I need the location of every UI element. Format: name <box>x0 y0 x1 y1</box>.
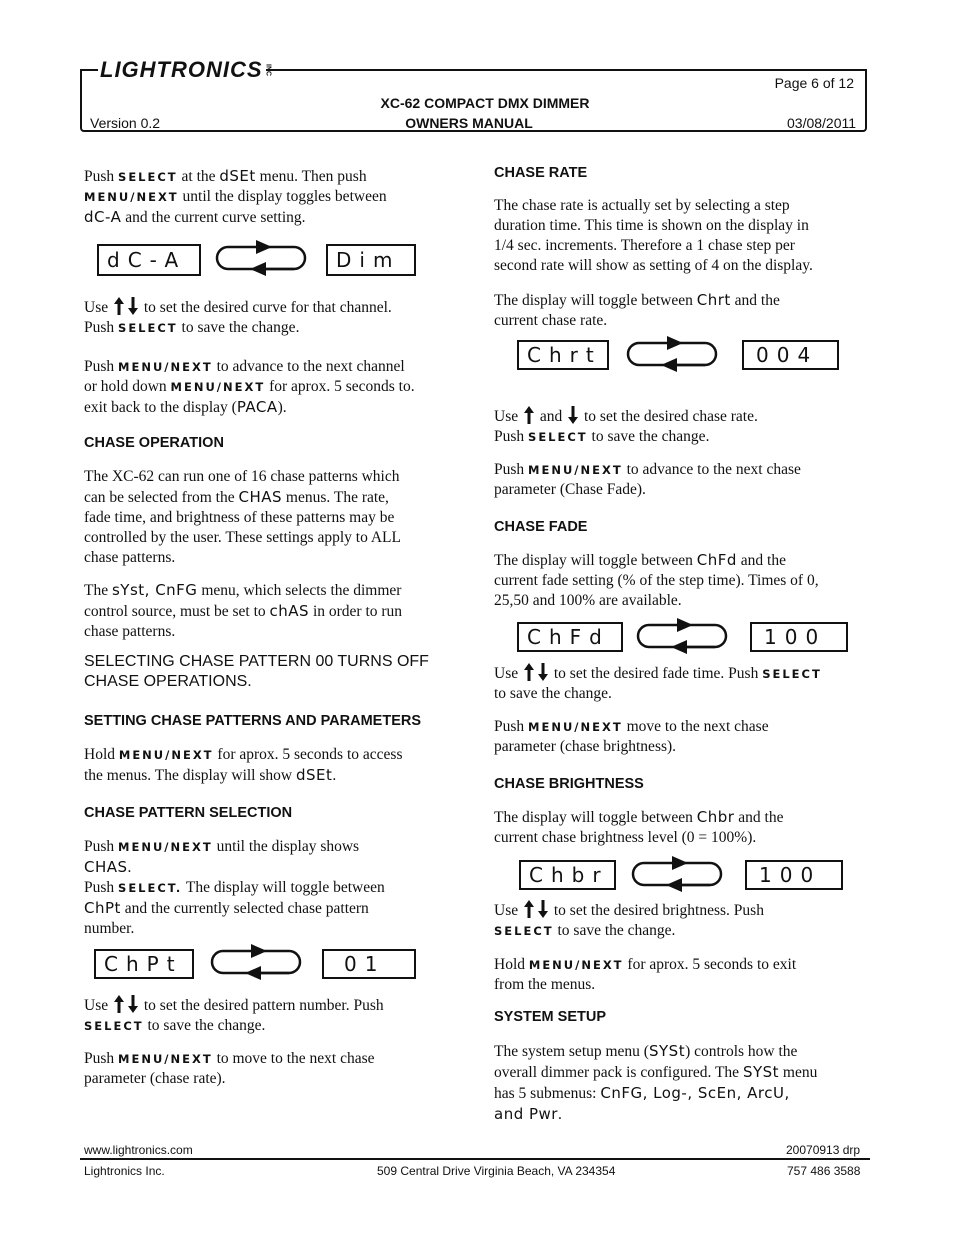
lcd-code: PACA <box>236 398 278 416</box>
paragraph: Push MENU/NEXT to advance to the next chase parameter (Chase Fade). <box>494 461 801 498</box>
paragraph: Push MENU/NEXT move to the next chase parameter (chase brightness). <box>494 718 769 755</box>
menu-next-key-label: MENU/NEXT <box>84 190 179 204</box>
section-heading: CHASE RATE <box>494 165 588 181</box>
paragraph: The display will toggle between ChFd and the current fade setting (% of the step time). Times of 0, 25,50 and 100% are available. <box>494 551 819 609</box>
paragraph: Push MENU/NEXT to advance to the next channel or hold down MENU/NEXT for aprox. 5 seconds to. exit back to the display (PACA). <box>84 358 415 416</box>
paragraph: The system setup menu (SYSt) controls how the overall dimmer pack is configured. The SYSt menu has 5 submenus: CnFG, Log-, ScEn, ArcU, and Pwr. <box>494 1042 818 1123</box>
select-key-label: SELECT. <box>118 881 183 895</box>
company-name: Lightronics Inc. <box>84 1164 165 1178</box>
menu-next-key-label: MENU/NEXT <box>118 840 213 854</box>
section-heading: CHASE BRIGHTNESS <box>494 776 644 792</box>
select-key-label: SELECT <box>118 170 178 184</box>
menu-next-key-label: MENU/NEXT <box>528 463 623 477</box>
select-key-label: SELECT <box>528 430 588 444</box>
lcd-display-left: ChPt <box>94 949 194 979</box>
paragraph: Use to set the desired curve for that channel. Push SELECT to save the change. <box>84 299 392 336</box>
menu-next-key-label: MENU/NEXT <box>118 360 213 374</box>
lcd-display-right: 100 <box>750 622 848 652</box>
select-key-label: SELECT <box>494 924 554 938</box>
paragraph: Use to set the desired pattern number. Push SELECT to save the change. <box>84 997 384 1034</box>
lcd-code: sYst, CnFG <box>111 581 198 599</box>
paragraph: Use and to set the desired chase rate. Push SELECT to save the change. <box>494 408 758 445</box>
up-down-arrows-icon <box>112 995 140 1013</box>
lcd-display-right: 004 <box>742 340 839 370</box>
lcd-code: ChPt <box>84 899 121 917</box>
section-heading: CHASE PATTERN SELECTION <box>84 805 293 821</box>
lcd-code: dSEt <box>295 766 333 784</box>
menu-next-key-label: MENU/NEXT <box>170 380 266 394</box>
section-heading: SYSTEM SETUP <box>494 1009 606 1025</box>
up-down-arrows-icon <box>522 900 550 918</box>
website-link[interactable]: www.lightronics.com <box>84 1143 193 1157</box>
lcd-code: CHAS <box>238 488 283 506</box>
menu-next-key-label: MENU/NEXT <box>118 1052 213 1066</box>
toggle-arrows-icon <box>625 335 721 375</box>
toggle-arrows-icon <box>214 239 310 279</box>
paragraph: The display will toggle between Chbr and the current chase brightness level (0 = 100%). <box>494 808 784 846</box>
select-key-label: SELECT <box>118 321 178 335</box>
paragraph: Push SELECT at the dSEt menu. Then push MENU/NEXT until the display toggles between dC-A and the current curve setting. <box>84 167 387 226</box>
select-key-label: SELECT <box>84 1019 144 1033</box>
lcd-code: and Pwr <box>494 1105 558 1123</box>
paragraph: Push MENU/NEXT until the display shows CHAS. Push SELECT. The display will toggle between ChPt and the currently selected chase pattern number. <box>84 838 385 937</box>
toggle-arrows-icon <box>630 855 726 895</box>
lcd-display-right: 01 <box>322 949 416 979</box>
lcd-code: CnFG, Log-, ScEn, ArcU, <box>600 1084 790 1102</box>
up-down-arrows-icon <box>522 663 550 681</box>
doc-title: XC-62 COMPACT DMX DIMMER <box>380 95 590 111</box>
up-arrow-icon <box>522 406 536 424</box>
menu-next-key-label: MENU/NEXT <box>118 748 214 762</box>
paragraph: Use to set the desired fade time. Push SELECT to save the change. <box>494 665 822 702</box>
lcd-code: dSEt <box>219 167 256 185</box>
section-heading: CHASE FADE <box>494 519 588 535</box>
section-heading: CHASE OPERATION <box>84 435 224 451</box>
lcd-display-right: Dim <box>326 244 416 276</box>
warning-notice: SELECTING CHASE PATTERN 00 TURNS OFF CHASE OPERATIONS. <box>84 653 429 690</box>
toggle-arrows-icon <box>635 617 731 657</box>
lcd-code: Chrt <box>696 291 731 309</box>
menu-next-key-label: MENU/NEXT <box>528 720 623 734</box>
doc-date: 03/08/2011 <box>787 115 857 131</box>
version-label: Version 0.2 <box>90 115 161 131</box>
lcd-code: SYSt <box>648 1042 686 1060</box>
down-arrow-icon <box>566 406 580 424</box>
lcd-code: chAS <box>269 602 310 620</box>
company-address: 509 Central Drive Virginia Beach, VA 234354 <box>377 1164 616 1178</box>
paragraph: The display will toggle between Chrt and the current chase rate. <box>494 291 780 329</box>
footer-divider <box>80 1158 870 1160</box>
lcd-code: Chbr <box>696 808 735 826</box>
lcd-code: CHAS <box>84 858 128 876</box>
paragraph: Use to set the desired brightness. Push SELECT to save the change. <box>494 902 764 939</box>
paragraph: The sYst, CnFG menu, which selects the dimmer control source, must be set to chAS in order to run chase patterns. <box>84 581 403 640</box>
up-down-arrows-icon <box>112 297 140 315</box>
lcd-display-right: 100 <box>745 860 843 890</box>
lcd-code: dC-A <box>84 208 122 226</box>
toggle-arrows-icon <box>209 943 305 983</box>
paragraph: Push MENU/NEXT to move to the next chase parameter (chase rate). <box>84 1050 375 1087</box>
paragraph: The XC-62 can run one of 16 chase patterns which can be selected from the CHAS menus. The rate, fade time, and brightness of these patterns may be controlled by the user. These settings apply to ALL chase patterns. <box>84 468 401 566</box>
lcd-display-left: Chrt <box>517 340 609 370</box>
paragraph: The chase rate is actually set by selecting a step duration time. This time is shown on the display in 1/4 sec. increments. Therefore a 1 chase step per second rate will show as setting of 4 on the display. <box>494 197 813 274</box>
lcd-code: SYSt <box>742 1063 780 1081</box>
menu-next-key-label: MENU/NEXT <box>528 958 624 972</box>
lcd-display-left: ChFd <box>517 622 623 652</box>
section-heading: SETTING CHASE PATTERNS AND PARAMETERS <box>84 713 422 729</box>
select-key-label: SELECT <box>762 667 822 681</box>
paragraph: Hold MENU/NEXT for aprox. 5 seconds to access the menus. The display will show dSEt. <box>84 746 403 784</box>
logo-inc: INC <box>264 63 272 77</box>
doc-code: 20070913 drp <box>786 1143 861 1157</box>
page-number: Page 6 of 12 <box>774 75 854 91</box>
doc-subtitle: OWNERS MANUAL <box>405 115 533 131</box>
company-phone: 757 486 3588 <box>787 1164 861 1178</box>
lcd-display-left: dC-A <box>97 244 201 276</box>
paragraph: Hold MENU/NEXT for aprox. 5 seconds to exit from the menus. <box>494 956 797 993</box>
logo-wordmark: LIGHTRONICS <box>100 57 263 82</box>
lcd-code: ChFd <box>696 551 737 569</box>
company-logo <box>100 57 272 83</box>
lcd-display-left: Chbr <box>519 860 616 890</box>
